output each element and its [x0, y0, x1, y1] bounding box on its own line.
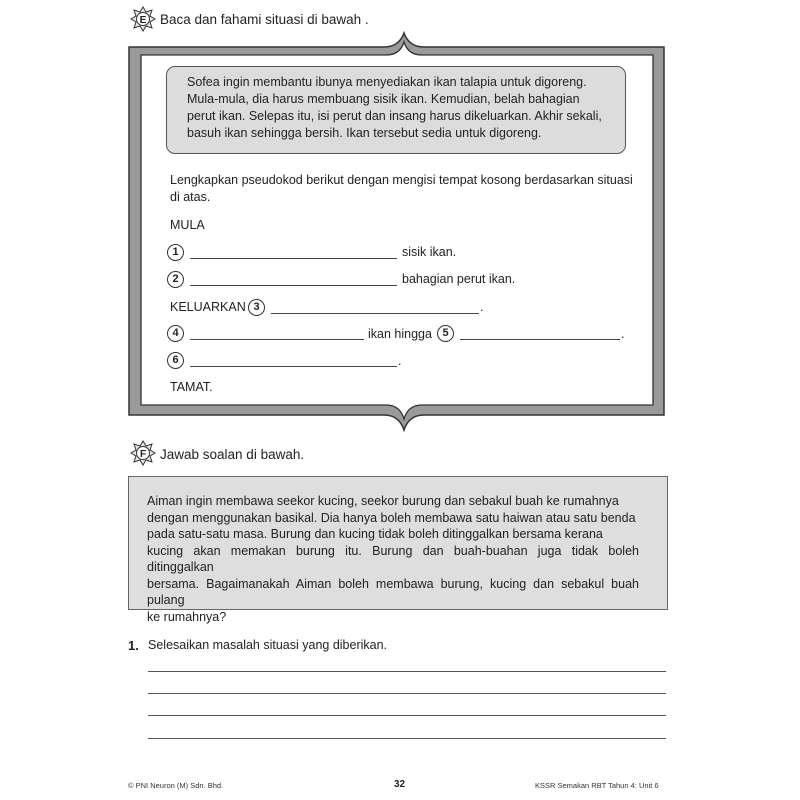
story-line: basuh ikan sehingga bersih. Ikan tersebut sedia untuk digoreng. [187, 126, 542, 140]
answer-blank-3[interactable] [271, 313, 479, 314]
story-line: Sofea ingin membantu ibunya menyediakan ikan talapia untuk digoreng. [187, 75, 587, 89]
answer-blank-4[interactable] [190, 339, 364, 340]
blank-number-3: 3 [248, 299, 265, 316]
instruction-line: di atas. [170, 190, 211, 204]
instruction-text [170, 172, 640, 206]
problem-box [128, 476, 668, 624]
blank-number-6: 6 [167, 352, 184, 369]
question-text: Selesaikan masalah situasi yang diberikan. [148, 638, 388, 652]
line1-suffix: sisik ikan. [402, 245, 457, 259]
line4-middle: ikan hingga [368, 327, 432, 341]
blank-number-5: 5 [437, 325, 454, 342]
section-f-title: Jawab soalan di bawah. [160, 447, 305, 462]
problem-line: pada satu-satu masa. Burung dan kucing tidak boleh ditinggalkan bersama kerana [147, 527, 603, 541]
story-line: perut ikan. Selepas itu, isi perut dan insang harus dikeluarkan. Akhir sekali, [187, 109, 602, 123]
answer-blank-5[interactable] [460, 339, 620, 340]
section-f-badge-icon [130, 440, 156, 466]
problem-line: kucing akan memakan burung itu. Burung dan buah-buahan juga tidak boleh ditinggalkan [147, 543, 639, 574]
pseudocode-end: TAMAT. [170, 380, 213, 394]
answer-line-4[interactable] [148, 738, 666, 739]
blank-number-4: 4 [167, 325, 184, 342]
answer-blank-2[interactable] [190, 285, 397, 286]
line4-suffix: . [621, 327, 625, 341]
svg-text:E: E [139, 15, 147, 26]
svg-text:F: F [139, 449, 147, 460]
answer-blank-1[interactable] [190, 258, 397, 259]
section-e-title: Baca dan fahami situasi di bawah . [160, 12, 369, 27]
line3-prefix: KELUARKAN [170, 300, 246, 314]
problem-line: ke rumahnya? [147, 609, 227, 624]
problem-line: bersama. Bagaimanakah Aiman boleh membawa burung, kucing dan sebakul buah pulang [147, 576, 639, 607]
question-number: 1. [128, 638, 139, 653]
footer-book-info: KSSR Semakan RBT Tahun 4: Unit 6 [535, 781, 659, 790]
answer-line-3[interactable] [148, 715, 666, 716]
page-number: 32 [394, 779, 406, 790]
instruction-line: Lengkapkan pseudokod berikut dengan mengisi tempat kosong berdasarkan situasi [170, 173, 633, 187]
problem-line: dengan menggunakan basikal. Dia hanya boleh membawa satu haiwan atau satu benda [147, 510, 636, 525]
problem-line: Aiman ingin membawa seekor kucing, seekor burung dan sebakul buah ke rumahnya [147, 494, 619, 508]
story-line: Mula-mula, dia harus membuang sisik ikan. Kemudian, belah bahagian [187, 92, 580, 106]
answer-blank-6[interactable] [190, 366, 397, 367]
line6-suffix: . [398, 354, 402, 368]
footer-copyright: © PNI Neuron (M) Sdn. Bhd. [128, 781, 224, 790]
line2-suffix: bahagian perut ikan. [402, 272, 516, 286]
line3-suffix: . [480, 300, 484, 314]
pseudocode-start: MULA [170, 218, 205, 232]
answer-line-1[interactable] [148, 671, 666, 672]
answer-line-2[interactable] [148, 693, 666, 694]
blank-number-2: 2 [167, 271, 184, 288]
blank-number-1: 1 [167, 244, 184, 261]
story-box [166, 66, 626, 154]
